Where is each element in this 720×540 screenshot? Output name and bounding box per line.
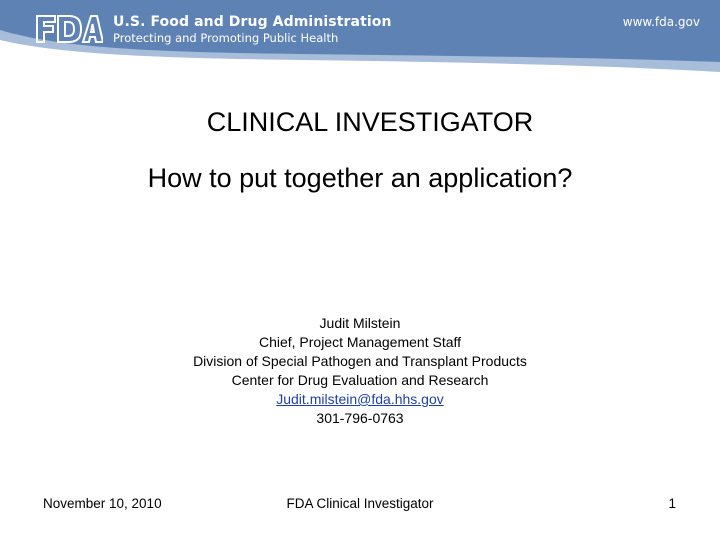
presenter-phone: 301-796-0763 <box>316 410 404 426</box>
footer-title: FDA Clinical Investigator <box>286 496 434 511</box>
presenter-division: Division of Special Pathogen and Transplant Products <box>193 353 527 369</box>
slide-title: CLINICAL INVESTIGATOR <box>206 107 534 137</box>
footer-date: November 10, 2010 <box>43 496 162 511</box>
presenter-email-link[interactable]: Judit.milstein@fda.hhs.gov <box>276 391 444 407</box>
fda-logo[interactable] <box>35 14 103 44</box>
slide-subtitle: How to put together an application? <box>147 163 573 193</box>
banner-background <box>0 0 720 80</box>
presenter-center: Center for Drug Evaluation and Research <box>231 372 489 388</box>
website-link[interactable]: www.fda.gov <box>622 15 700 29</box>
fda-logo-icon <box>35 14 103 44</box>
header-banner <box>0 0 720 80</box>
agency-tagline: Protecting and Promoting Public Health <box>113 31 339 45</box>
page-number: 1 <box>668 496 676 511</box>
presenter-name: Judit Milstein <box>319 315 401 331</box>
agency-name: U.S. Food and Drug Administration <box>113 14 392 30</box>
presenter-info <box>0 314 720 428</box>
presenter-role: Chief, Project Management Staff <box>258 334 462 350</box>
